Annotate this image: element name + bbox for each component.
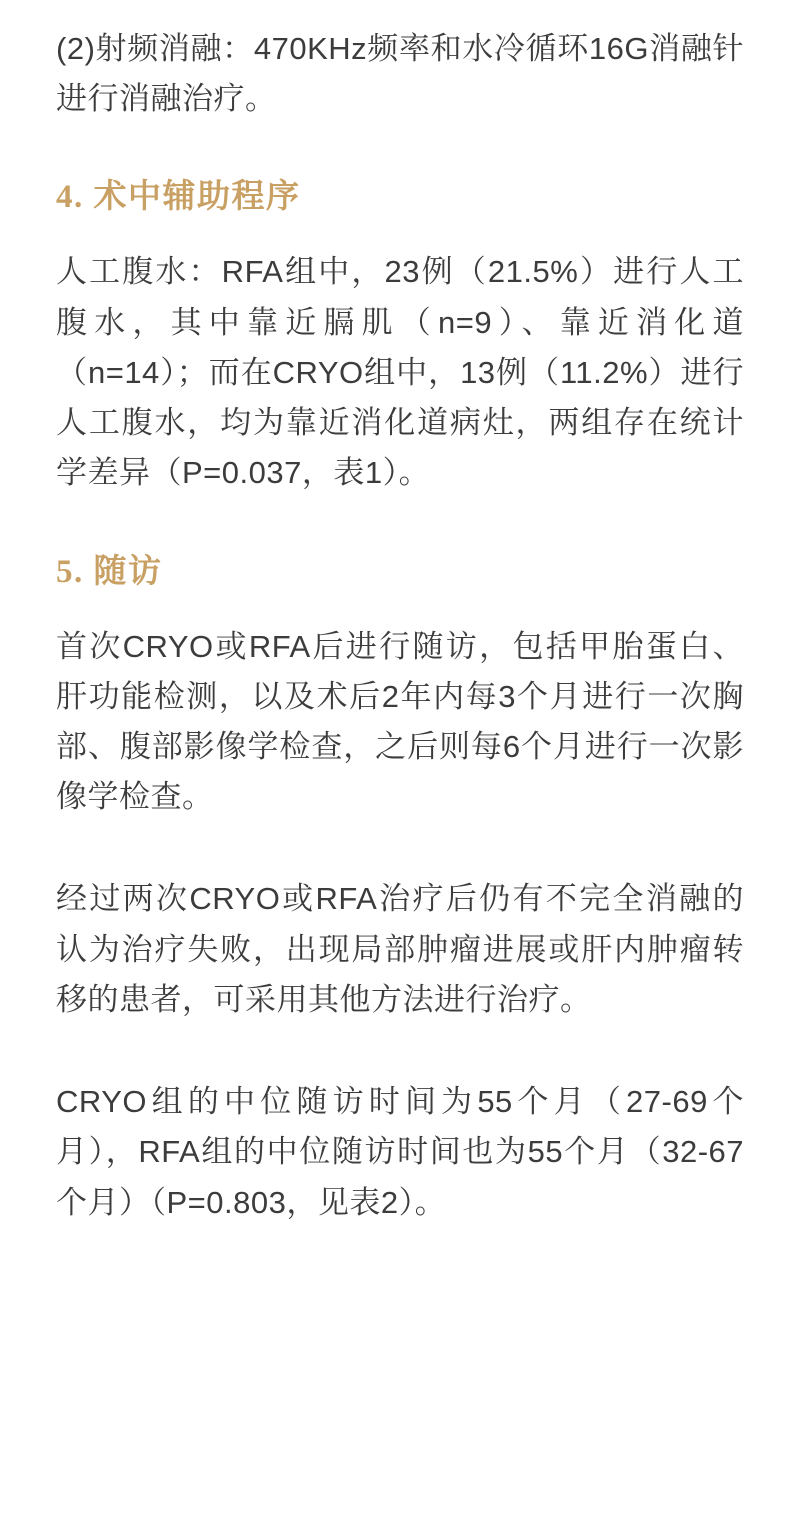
heading-follow-up: 5. 随访 (56, 553, 163, 590)
paragraph-treatment-failure-definition: 经过两次CRYO或RFA治疗后仍有不完全消融的认为治疗失败，出现局部肿瘤进展或肝内肿瘤转移的患者，可采用其他方法进行治疗。 (56, 881, 744, 1017)
paragraph-rfa-technique: (2)射频消融：470KHz频率和水冷循环16G消融针进行消融治疗。 (56, 31, 744, 117)
paragraph-follow-up-schedule: 首次CRYO或RFA后进行随访，包括甲胎蛋白、肝功能检测，以及术后2年内每3个月进行一次胸部、腹部影像学检查，之后则每6个月进行一次影像学检查。 (56, 628, 744, 815)
paragraph-spacer (56, 856, 744, 874)
paragraph-median-follow-up-time: CRYO组的中位随访时间为55个月（27-69个月），RFA组的中位随访时间也为55个月（32-67个月）（P=0.803，见表2）。 (56, 1084, 744, 1220)
heading-intraoperative-adjunct-procedures: 4. 术中辅助程序 (56, 179, 301, 216)
paragraph-artificial-ascites: 人工腹水：RFA组中，23例（21.5%）进行人工腹水，其中靠近膈肌（n=9）、靠近消化道（n=14）；而在CRYO组中，13例（11.2%）进行人工腹水，均为靠近消化道病灶，两组存在统计学差异（P=0.037，表1）。 (56, 254, 744, 491)
paragraph-spacer-2 (56, 1059, 744, 1077)
